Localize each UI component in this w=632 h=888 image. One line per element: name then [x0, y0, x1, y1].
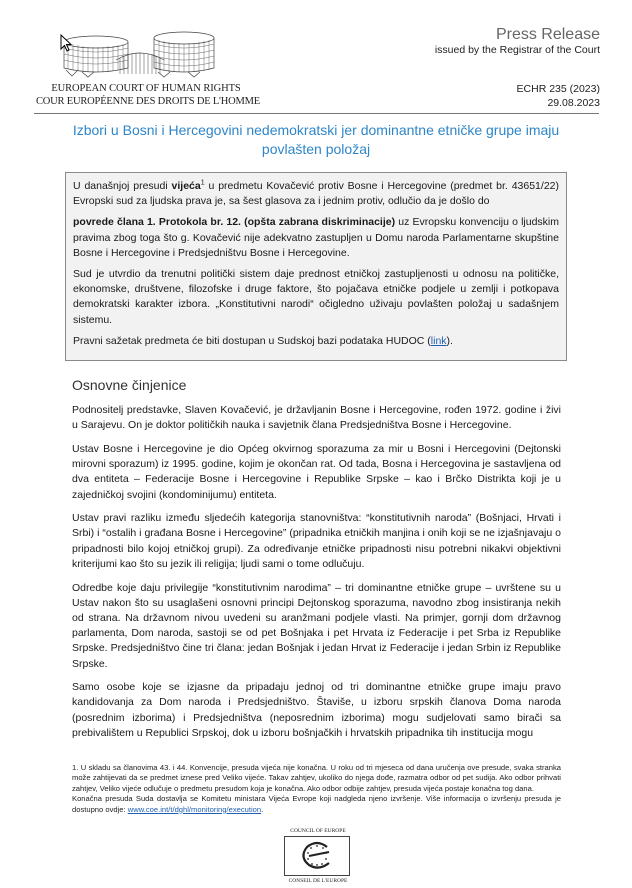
release-date: 29.08.2023 — [547, 97, 600, 109]
document-type-label: Press Release — [495, 26, 600, 43]
footnote-ref[interactable]: 1 — [200, 179, 205, 187]
body-paragraph: Ustav Bosne i Hercegovine je dio Općeg okvirnog sporazuma za mir u Bosni i Hercegovini (Dejtonski mirovni sporazum) iz 1995. godine, kojim je okončan rat. Od tada, Bosna i Hercegovina je sastavljena od dva entiteta – Federacije Bosne i Hercegovine i Republike Srpske – kao i Brčko Distrikta koji je u zajedničkoj svojini (kondominijumu) entiteta. — [72, 442, 561, 501]
section-heading: Osnovne činjenice — [72, 377, 187, 393]
council-of-europe-emblem-icon — [285, 837, 349, 875]
execution-link[interactable]: www.coe.int/t/dghl/monitoring/execution — [127, 804, 262, 814]
summary-box — [65, 172, 567, 361]
footnote-paragraph-1: 1. U skladu sa članovima 43. i 44. Konvencije, presuda vijeća nije konačna. U roku od tri mjeseca od dana uručenja ove presude, svaka stranka može zahtijevati da se predmet iznese pred Veliko vijeće. Takav zahtjev, ukoliko do njega dođe, razmatra odbor od pet sudija. Ako odbor prihvati zahtjev, Veliko vijeće odlučuje o predmetu presudom koja je konačna. Ako odbor odbije zahtjev, presuda vijeća postaje konačna tog dana. — [72, 763, 561, 793]
footnote — [72, 763, 561, 815]
body-paragraph: Odredbe koje daju privilegije “konstitutivnim narodima” – tri dominantne etničke grupe – uvrštene su u Ustav nakon što su usaglašeni osnovni principi Dejtonskog sporazuma, navodno zbog insistiranja nekih od strana. Na državnom nivou uvedeni su aranžmani podjele vlasti. Na primjer, gornji dom državnog parlamenta, Dom naroda, sastoji se od pet Bošnjaka i pet Hrvata iz Federacije i pet Srba iz Republike Srpske. Predsjedništvo čine tri člana: jedan Bošnjak i jedan Hrvat iz Federacije i jedan Srbin iz Republike Srpske. — [72, 581, 561, 670]
summary-paragraph-1: U današnjoj presudi vijeća$^1$ u predmetu Kovačević protiv Bosne i Hercegovine (predmet br. 43651/22) Evropski sud za ljudska prava je, sa šest glasova za i jednim protiv, odlučio da je došlo do — [73, 179, 559, 208]
council-of-europe-logo — [284, 836, 350, 876]
council-of-europe-label: COUNCIL OF EUROPE — [290, 828, 346, 834]
court-name-french: COUR EUROPÉENNE DES DROITS DE L'HOMME — [35, 96, 261, 107]
press-release-title: Izbori u Bosni i Hercegovini nedemokratski jer dominantne etničke grupe imaju povlašten položaj — [72, 122, 560, 157]
summary-paragraph-3: Sud je utvrdio da trenutni politički sistem daje prednost etničkoj zastupljenosti u odnosu na političke, ekonomske, društvene, filozofske i druge faktore, što pojačava etničke podjele u zemlji i potkopava demokratski karakter izbora. „Konstitutivni narodi“ očigledno uživaju povlašten položaj u sadašnjem sistemu. — [73, 268, 559, 326]
section-body — [72, 403, 561, 750]
body-paragraph: Samo osobe koje se izjasne da pripadaju jednoj od tri dominantne etničke grupe imaju pravo kandidovanja za Dom naroda i Predsjedništvo. Štaviše, u izboru srpskih članova Doma naroda (posrednim izborima) i Predsjedništva (neposrednim izborima) mogu sudjelovati samo birači sa prebivalištem u Republici Srpskoj, dok u izboru bošnjačkih i hrvatskih pripadnika tih institucija mogu — [72, 681, 561, 739]
footnote-paragraph-2: Konačna presuda Suda dostavlja se Komitetu ministara Vijeća Evrope koji nadgleda njeno izvršenje. Više informacija o izvršenju presuda je dostupno ovdje: www.coe.int/t/dghl/monitoring/execution. — [72, 794, 561, 814]
summary-paragraph-2: povrede člana 1. Protokola br. 12. (opšta zabrana diskriminacije) uz Evropsku konvenciju o ljudskim pravima zbog toga što g. Kovačević nije adekvatno zastupljen u Domu naroda Parlamentarne skupštine Bosne i Hercegovine i Predsjedništvu Bosne i Hercegovine. — [73, 216, 559, 259]
header-divider — [34, 113, 599, 114]
body-paragraph: Podnositelj predstavke, Slaven Kovačević, je državljanin Bosne i Hercegovine, rođen 1972. godine i živi u Sarajevu. On je doktor političkih nauka i savjetnik člana Predsjedništva Bosne i Hercegovine. — [72, 404, 561, 432]
summary-paragraph-4: Pravni sažetak predmeta će biti dostupan u Sudskoj bazi podataka HUDOC (link). — [73, 334, 453, 347]
mouse-cursor-icon — [60, 34, 74, 54]
violation-bold: povrede člana 1. Protokola br. 12. (opšta zabrana diskriminacije) — [73, 216, 396, 229]
hudoc-link[interactable]: link — [430, 334, 447, 347]
court-building-logo-icon — [58, 30, 228, 80]
issued-by-label: issued by the Registrar of the Court — [434, 44, 600, 56]
conseil-de-l-europe-label: CONSEIL DE L'EUROPE — [288, 878, 348, 884]
reference-number: ECHR 235 (2023) — [516, 83, 600, 95]
body-paragraph: Ustav pravi razliku između sljedećih kategorija stanovništva: “konstitutivnih naroda” (Bošnjaci, Hrvati i Srbi) i “ostalih i građana Bosne i Hercegovine” (pripadnika etničkih manjina i onih koji se ne izjašnjavaju o pripadnosti bilo kojoj etničkoj grupi). Za određivanje etničke pripadnosti nisu potrebni nikakvi objektivni kriterijumi kao što su jezik ili religija; ljudi sami o tome odlučuju. — [72, 512, 561, 570]
court-name-english: EUROPEAN COURT OF HUMAN RIGHTS — [51, 83, 241, 94]
chamber-bold: vijeća — [171, 180, 201, 192]
